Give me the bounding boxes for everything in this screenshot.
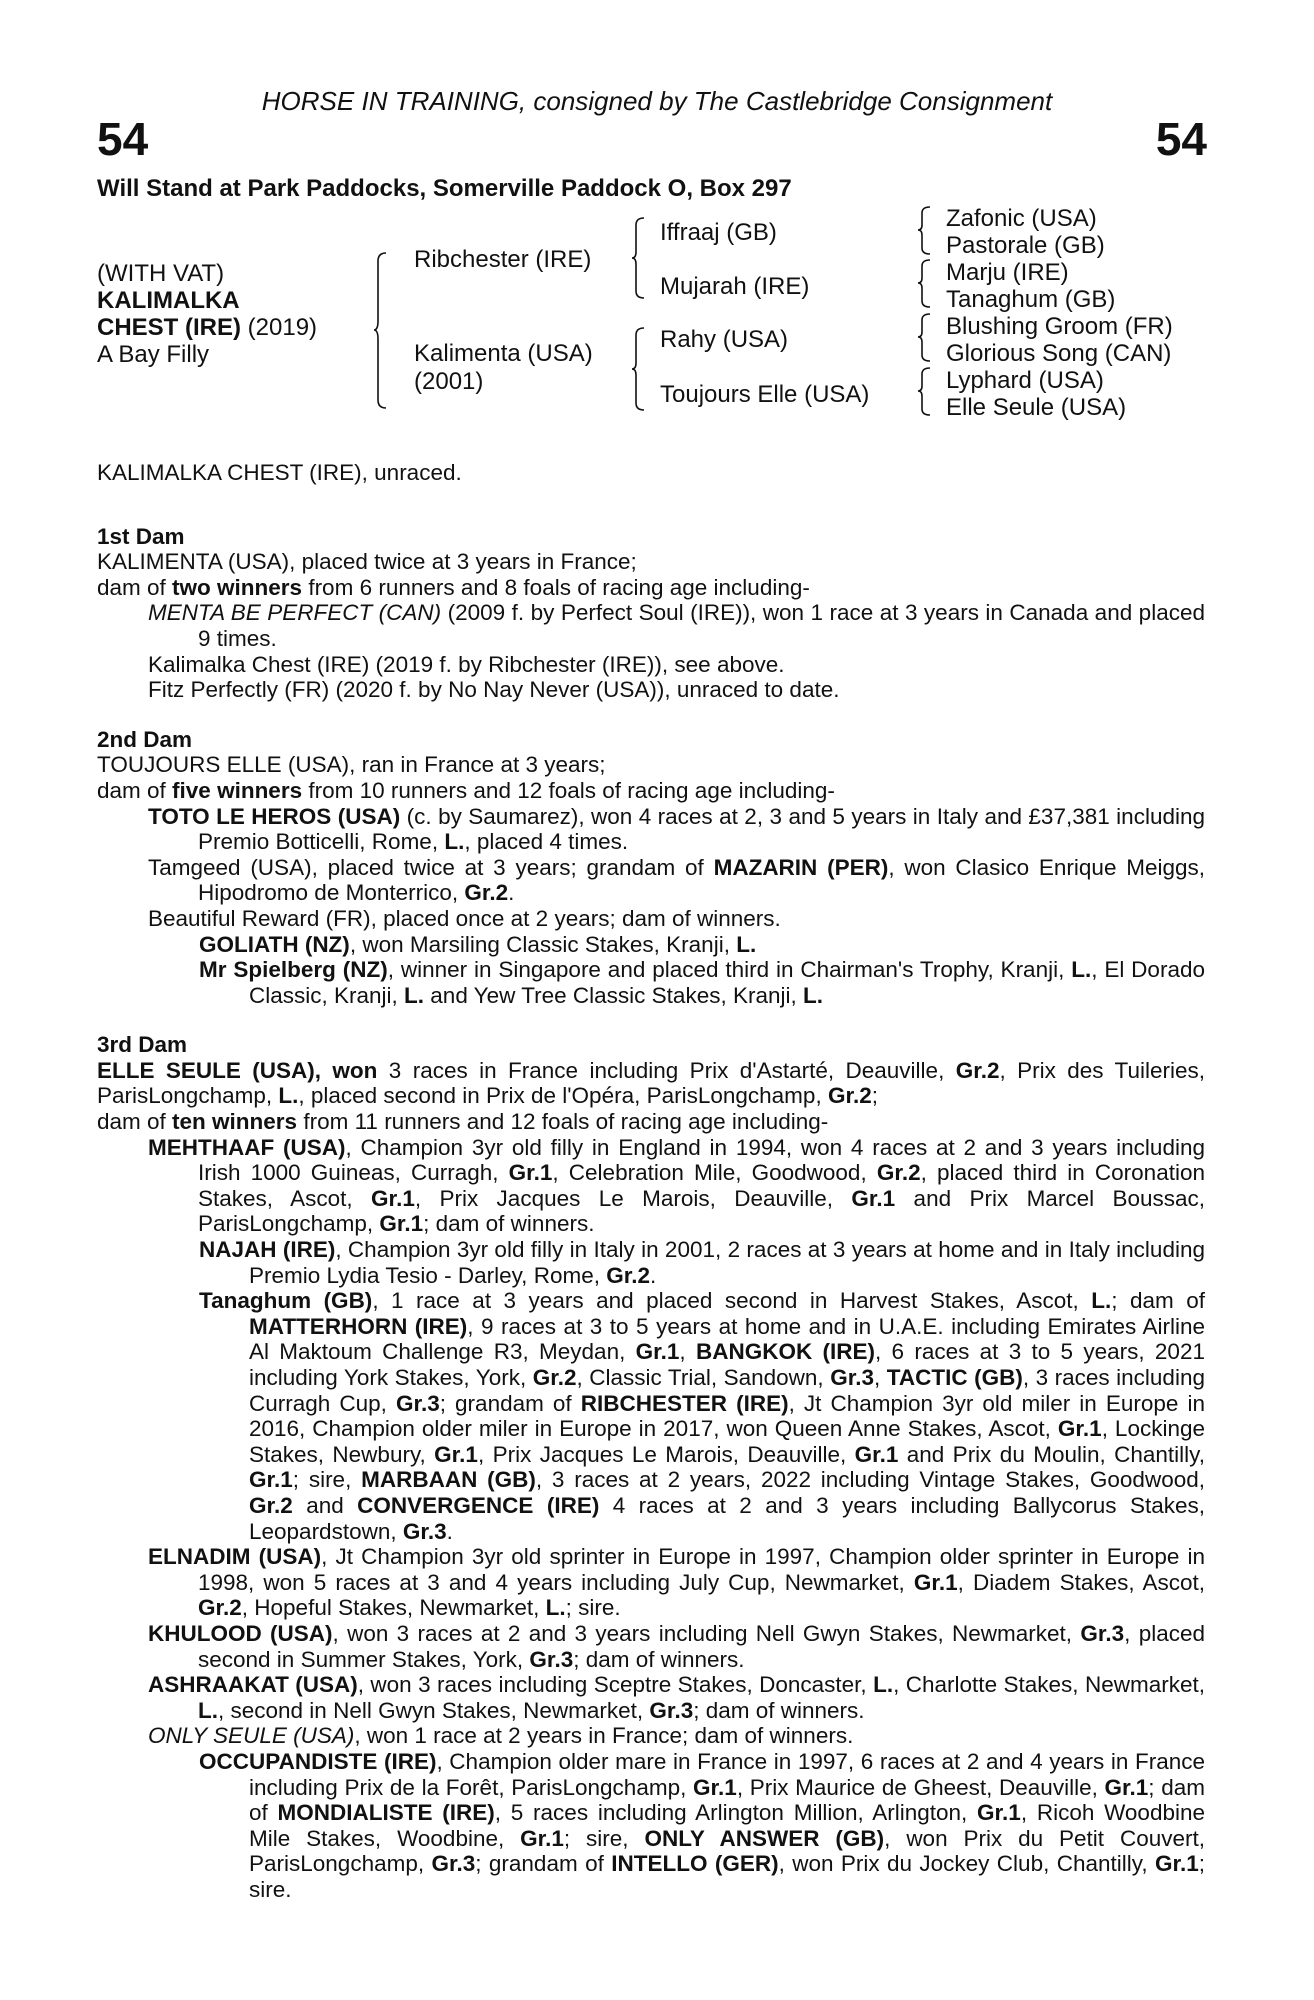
- sire: Ribchester (IRE): [414, 246, 592, 273]
- dam3-grandprogeny-najah: NAJAH (IRE), Champion 3yr old filly in Italy in 2001, 2 races at 3 years at home and in Italy including Premio Lydia Tesio - Darley, Rome, Gr.2.: [199, 1237, 1205, 1288]
- dam3-grandprogeny-tanaghum: Tanaghum (GB), 1 race at 3 years and placed second in Harvest Stakes, Ascot, L.; dam of MATTERHORN (IRE), 9 races at 3 to 5 years at home and in U.A.E. including Emirates Airline Al Maktoum Challenge R3, Meydan, Gr.1, BANGKOK (IRE), 6 races at 3 to 5 years, 2021 including York Stakes, York, Gr.2, Classic Trial, Sandown, Gr.3, TACTIC (GB), 3 races including Curragh Cup, Gr.3; grandam of RIBCHESTER (IRE), Jt Champion 3yr old miler in Europe in 2016, Champion older miler in Europe in 2017, won Queen Anne Stakes, Ascot, Gr.1, Lockinge Stakes, Newbury, Gr.1, Prix Jacques Le Marois, Deauville, Gr.1 and Prix du Moulin, Chantilly, Gr.1; sire, MARBAAN (GB), 3 races at 2 years, 2022 including Vintage Stakes, Goodwood, Gr.2 and CONVERGENCE (IRE) 4 races at 2 and 3 years including Ballycorus Stakes, Leopardstown, Gr.3.: [199, 1288, 1205, 1544]
- lot-number-right: 54: [1155, 113, 1207, 165]
- bracket-gen1: [374, 253, 388, 408]
- bracket-gg1: [918, 207, 932, 254]
- gg-7: Elle Seule (USA): [946, 394, 1127, 421]
- gg-5: Glorious Song (CAN): [946, 340, 1172, 367]
- horse-name-line2: CHEST (IRE): [97, 314, 241, 341]
- vat-note: (WITH VAT): [97, 260, 225, 287]
- gg-0: Zafonic (USA): [946, 205, 1097, 232]
- dam3-grandprogeny-occupandiste: OCCUPANDISTE (IRE), Champion older mare in France in 1997, 6 races at 2 and 4 years in France including Prix de la Forêt, ParisLongchamp, Gr.1, Prix Maurice de Gheest, Deauville, Gr.1; dam of MONDIALISTE (IRE), 5 races including Arlington Million, Arlington, Gr.1, Ricoh Woodbine Mile Stakes, Woodbine, Gr.1; sire, ONLY ANSWER (GB), won Prix du Petit Couvert, ParisLongchamp, Gr.3; grandam of INTELLO (GER), won Prix du Jockey Club, Chantilly, Gr.1; sire.: [199, 1748, 1206, 1902]
- dam-sire: Rahy (USA): [660, 326, 789, 353]
- consignment-header: HORSE IN TRAINING, consigned by The Castlebridge Consignment: [261, 86, 1053, 116]
- dam1-line1: KALIMENTA (USA), placed twice at 3 years in France;: [97, 549, 637, 575]
- dam-year: (2001): [414, 368, 484, 395]
- dam2-progeny-beautiful: Beautiful Reward (FR), placed once at 2 years; dam of winners.: [148, 905, 781, 931]
- dam1-progeny-3: Fitz Perfectly (FR) (2020 f. by No Nay Never (USA)), unraced to date.: [148, 677, 840, 703]
- bracket-gg3: [918, 314, 932, 361]
- dam: Kalimenta (USA): [414, 340, 593, 367]
- dam2-grandprogeny-spielberg: Mr Spielberg (NZ), winner in Singapore and placed third in Chairman's Trophy, Kranji, L., El Dorado Classic, Kranji, L. and Yew Tree Classic Stakes, Kranji, L.: [199, 957, 1205, 1008]
- race-record: KALIMALKA CHEST (IRE), unraced.: [97, 460, 462, 485]
- dam3-progeny-mehthaaf: MEHTHAAF (USA), Champion 3yr old filly in England in 1994, won 4 races at 2 and 3 years including Irish 1000 Guineas, Curragh, Gr.1, Celebration Mile, Goodwood, Gr.2, placed third in Coronation Stakes, Ascot, Gr.1, Prix Jacques Le Marois, Deauville, Gr.1 and Prix Marcel Boussac, ParisLongchamp, Gr.1; dam of winners.: [148, 1134, 1205, 1237]
- gg-4: Blushing Groom (FR): [946, 313, 1173, 340]
- gg-6: Lyphard (USA): [946, 367, 1104, 394]
- dam2-heading: 2nd Dam: [97, 726, 193, 752]
- dam3-line2: dam of ten winners from 11 runners and 12 foals of racing age including-: [97, 1109, 829, 1135]
- gg-3: Tanaghum (GB): [946, 286, 1116, 313]
- dam3-progeny-elnadim: ELNADIM (USA), Jt Champion 3yr old sprinter in Europe in 1997, Champion older sprinter in Europe in 1998, won 5 races at 3 and 4 years including July Cup, Newmarket, Gr.1, Diadem Stakes, Ascot, Gr.2, Hopeful Stakes, Newmarket, L.; sire.: [148, 1544, 1206, 1621]
- dam-dam: Toujours Elle (USA): [660, 381, 870, 408]
- dam2-progeny-tamgeed: Tamgeed (USA), placed twice at 3 years; grandam of MAZARIN (PER), won Clasico Enrique Meiggs, Hipodromo de Monterrico, Gr.2.: [148, 854, 1205, 906]
- dam2-progeny-toto: TOTO LE HEROS (USA) (c. by Saumarez), won 4 races at 2, 3 and 5 years in Italy and £37,381 including Premio Botticelli, Rome, L., placed 4 times.: [148, 803, 1205, 855]
- dam2-line2: dam of five winners from 10 runners and 12 foals of racing age including-: [97, 777, 835, 803]
- dam3-progeny-khulood: KHULOOD (USA), won 3 races at 2 and 3 years including Nell Gwyn Stakes, Newmarket, Gr.3, placed second in Summer Stakes, York, Gr.3; dam of winners.: [148, 1620, 1206, 1672]
- stand-location: Will Stand at Park Paddocks, Somerville Paddock O, Box 297: [97, 175, 792, 202]
- bracket-dam: [632, 328, 646, 410]
- dam1-line2: dam of two winners from 6 runners and 8 foals of racing age including-: [97, 574, 810, 600]
- gg-2: Marju (IRE): [946, 259, 1069, 286]
- dam1-heading: 1st Dam: [97, 523, 185, 549]
- dam1-progeny-1: MENTA BE PERFECT (CAN) (2009 f. by Perfect Soul (IRE)), won 1 race at 3 years in Canada and placed 9 times.: [148, 600, 1205, 651]
- horse-description: A Bay Filly: [97, 341, 210, 368]
- dam1-progeny-2: Kalimalka Chest (IRE) (2019 f. by Ribchester (IRE)), see above.: [148, 651, 785, 677]
- bracket-gg4: [918, 368, 932, 415]
- bracket-gg2: [918, 260, 932, 307]
- dam2-grandprogeny-goliath: GOLIATH (NZ), won Marsiling Classic Stakes, Kranji, L.: [199, 931, 757, 957]
- gg-1: Pastorale (GB): [946, 232, 1105, 259]
- horse-name-line1: KALIMALKA: [97, 287, 240, 314]
- bracket-sire: [632, 218, 646, 298]
- dam3-progeny-only-seule: ONLY SEULE (USA), won 1 race at 2 years in France; dam of winners.: [148, 1723, 854, 1749]
- sire-dam: Mujarah (IRE): [660, 273, 810, 300]
- lot-number-left: 54: [97, 113, 149, 165]
- dam2-line1: TOUJOURS ELLE (USA), ran in France at 3 years;: [97, 752, 606, 778]
- sire-sire: Iffraaj (GB): [660, 219, 777, 246]
- horse-year: (2019): [247, 314, 318, 341]
- dam3-line1: ELLE SEULE (USA), won 3 races in France including Prix d'Astarté, Deauville, Gr.2, Prix des Tuileries, ParisLongchamp, L., placed second in Prix de l'Opéra, ParisLongchamp, Gr.2;: [97, 1057, 1205, 1109]
- catalogue-body: [97, 460, 1205, 1902]
- dam3-heading: 3rd Dam: [97, 1032, 188, 1058]
- dam3-progeny-ashraakat: ASHRAAKAT (USA), won 3 races including Sceptre Stakes, Doncaster, L., Charlotte Stakes, Newmarket, L., second in Nell Gwyn Stakes, Newmarket, Gr.3; dam of winners.: [148, 1672, 1205, 1723]
